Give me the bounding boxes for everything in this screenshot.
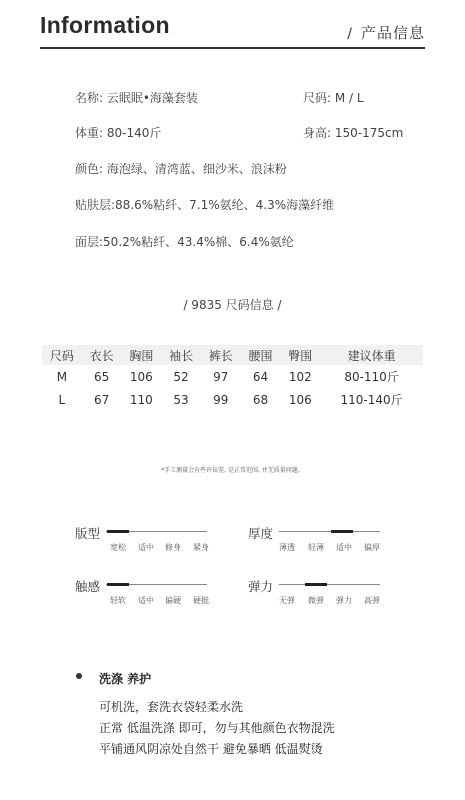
attr-elasticity-option: 高弹 [364,596,380,605]
attr-elasticity-option: 弹力 [336,596,352,605]
size-table-header: 胸围 [129,348,154,363]
info-height: 身高: 150-175cm [303,126,404,140]
size-table-cell: 97 [213,369,229,384]
care-line: 可机洗，套洗衣袋轻柔水洗 [99,700,244,714]
size-table-header: 裤长 [208,348,233,363]
attr-touch-option: 适中 [138,596,154,605]
size-table-header: 建议体重 [347,348,396,363]
size-table-header: 袖长 [169,348,194,363]
attr-touch-option: 轻软 [110,596,126,605]
size-table-cell: 110-140斤 [340,393,403,407]
attr-elasticity-indicator [305,583,327,586]
title-chinese-text: 产品信息 [360,24,425,42]
size-table-cell: 65 [93,369,110,384]
attr-thickness-option: 偏厚 [364,543,380,552]
attr-thickness-indicator [331,530,353,533]
title-slash: / [347,26,353,42]
attr-thickness-label: 厚度 [248,526,274,541]
attr-elasticity-option: 微弹 [308,596,324,605]
info-size: 尺码: M / L [303,91,364,105]
attr-elasticity-option: 无弹 [279,596,295,605]
size-table-cell: M [56,369,68,384]
measurement-note: *手工测量会有些许误差, 是正常范围, 并无质量问题。 [161,467,304,474]
attr-thickness-option: 薄透 [279,543,295,552]
title-chinese [347,22,425,43]
size-table-cell: 106 [129,369,153,384]
info-weight: 体重: 80-140斤 [75,126,162,140]
size-table-cell: L [58,392,66,407]
attr-touch-label: 触感 [75,579,101,594]
size-chart-title: / 9835 尺码信息 / [183,298,282,312]
size-table-cell: 53 [173,392,189,407]
attr-touch-indicator [107,583,129,586]
size-table-header-row [42,345,423,365]
attr-fit-option: 紧身 [193,543,209,552]
size-table-cell: 68 [252,392,269,407]
size-table-header: 臀围 [288,348,313,363]
attr-thickness-scale [279,531,380,532]
attr-elasticity-scale [279,584,380,585]
size-table-cell: 99 [213,392,229,407]
attr-touch-option: 偏硬 [165,596,181,605]
attr-fit-option: 宽松 [110,543,126,552]
info-outer: 面层:50.2%粘纤、43.4%棉、6.4%氨纶 [75,235,294,249]
attr-fit-indicator [107,530,129,533]
attr-fit-option: 适中 [138,543,154,552]
size-table-cell: 110 [129,392,153,407]
attr-touch-option: 硬挺 [193,596,209,605]
size-table-cell: 64 [252,369,269,384]
header-rule [40,47,425,49]
title-english: Information [40,12,170,38]
care-bullet-icon [76,673,82,679]
size-table-row [42,388,423,411]
size-table-cell: 67 [93,392,110,407]
size-table-cell: 80-110斤 [344,370,399,384]
attr-thickness-option: 轻薄 [308,543,324,552]
attr-fit-label: 版型 [75,526,101,541]
size-table-cell: 102 [288,369,312,384]
attr-thickness-option: 适中 [336,543,352,552]
size-table-cell: 106 [288,392,312,407]
size-table-row [42,365,423,388]
size-table-cell: 52 [173,369,189,384]
info-lining: 贴肤层:88.6%粘纤、7.1%氨纶、4.3%海藻纤维 [75,198,335,212]
care-line: 正常 低温洗涤 即可，勿与其他颜色衣物混洗 [99,721,335,735]
size-table [42,345,423,411]
size-table-header: 尺码 [49,348,74,363]
size-table-header: 衣长 [89,348,114,363]
info-name: 名称: 云眠眠•海藻套装 [75,91,198,105]
care-title: 洗涤 养护 [99,672,152,686]
size-table-header: 腰围 [248,348,273,363]
care-line: 平铺通风阴凉处自然干 避免暴晒 低温熨烫 [99,742,323,756]
attr-fit-option: 修身 [165,543,181,552]
attr-elasticity-label: 弹力 [248,579,274,594]
info-color: 颜色: 海泡绿、清湾蓝、细沙米、浪沫粉 [75,162,287,176]
